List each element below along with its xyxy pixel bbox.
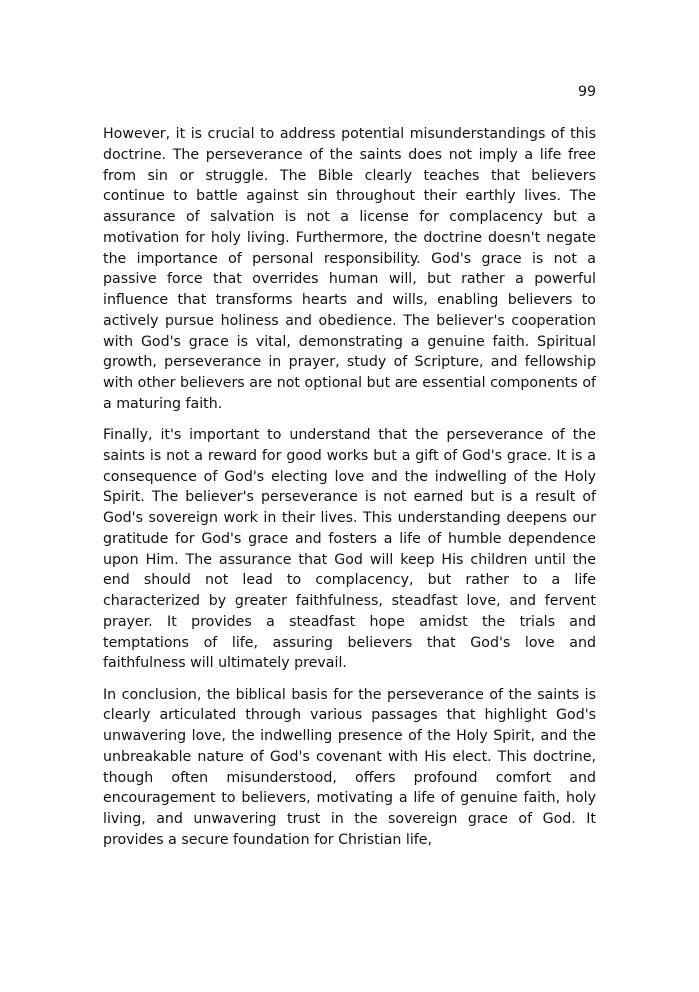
page-number: 99 bbox=[577, 84, 596, 100]
paragraph-3: In conclusion, the biblical basis for the perseverance of the saints is clearly articulated through various passages that highlight God's unwavering love, the indwelling presence of the Holy Spirit, and the unbreakable nature of God's covenant with His elect. This doctrine, though often misunderstood, offers profound comfort and encouragement to believers, motivating a life of genuine faith, holy living, and unwavering trust in the sovereign grace of God. It provides a secure foundation for Christian life, bbox=[103, 686, 596, 848]
body-text bbox=[103, 124, 596, 861]
paragraph-1: However, it is crucial to address potential misunderstandings of this doctrine. The perseverance of the saints does not imply a life free from sin or struggle. The Bible clearly teaches that believers continue to battle against sin throughout their earthly lives. The assurance of salvation is not a license for complacency but a motivation for holy living. Furthermore, the doctrine doesn't negate the importance of personal responsibility. God's grace is not a passive force that overrides human will, but rather a powerful influence that transforms hearts and wills, enabling believers to actively pursue holiness and obedience. The believer's cooperation with God's grace is vital, demonstrating a genuine faith. Spiritual growth, perseverance in prayer, study of Scripture, and fellowship with other believers are not optional but are essential components of a maturing faith. bbox=[103, 126, 596, 412]
paragraph-2: Finally, it's important to understand that the perseverance of the saints is not a reward for good works but a gift of God's grace. It is a consequence of God's electing love and the indwelling of the Holy Spirit. The believer's perseverance is not earned but is a result of God's sovereign work in their lives. This understanding deepens our gratitude for God's grace and fosters a life of humble dependence upon Him. The assurance that God will keep His children until the end should not lead to complacency, but rather to a life characterized by greater faithfulness, steadfast love, and fervent prayer. It provides a steadfast hope amidst the trials and temptations of life, assuring believers that God's love and faithfulness will ultimately prevail. bbox=[103, 427, 596, 672]
